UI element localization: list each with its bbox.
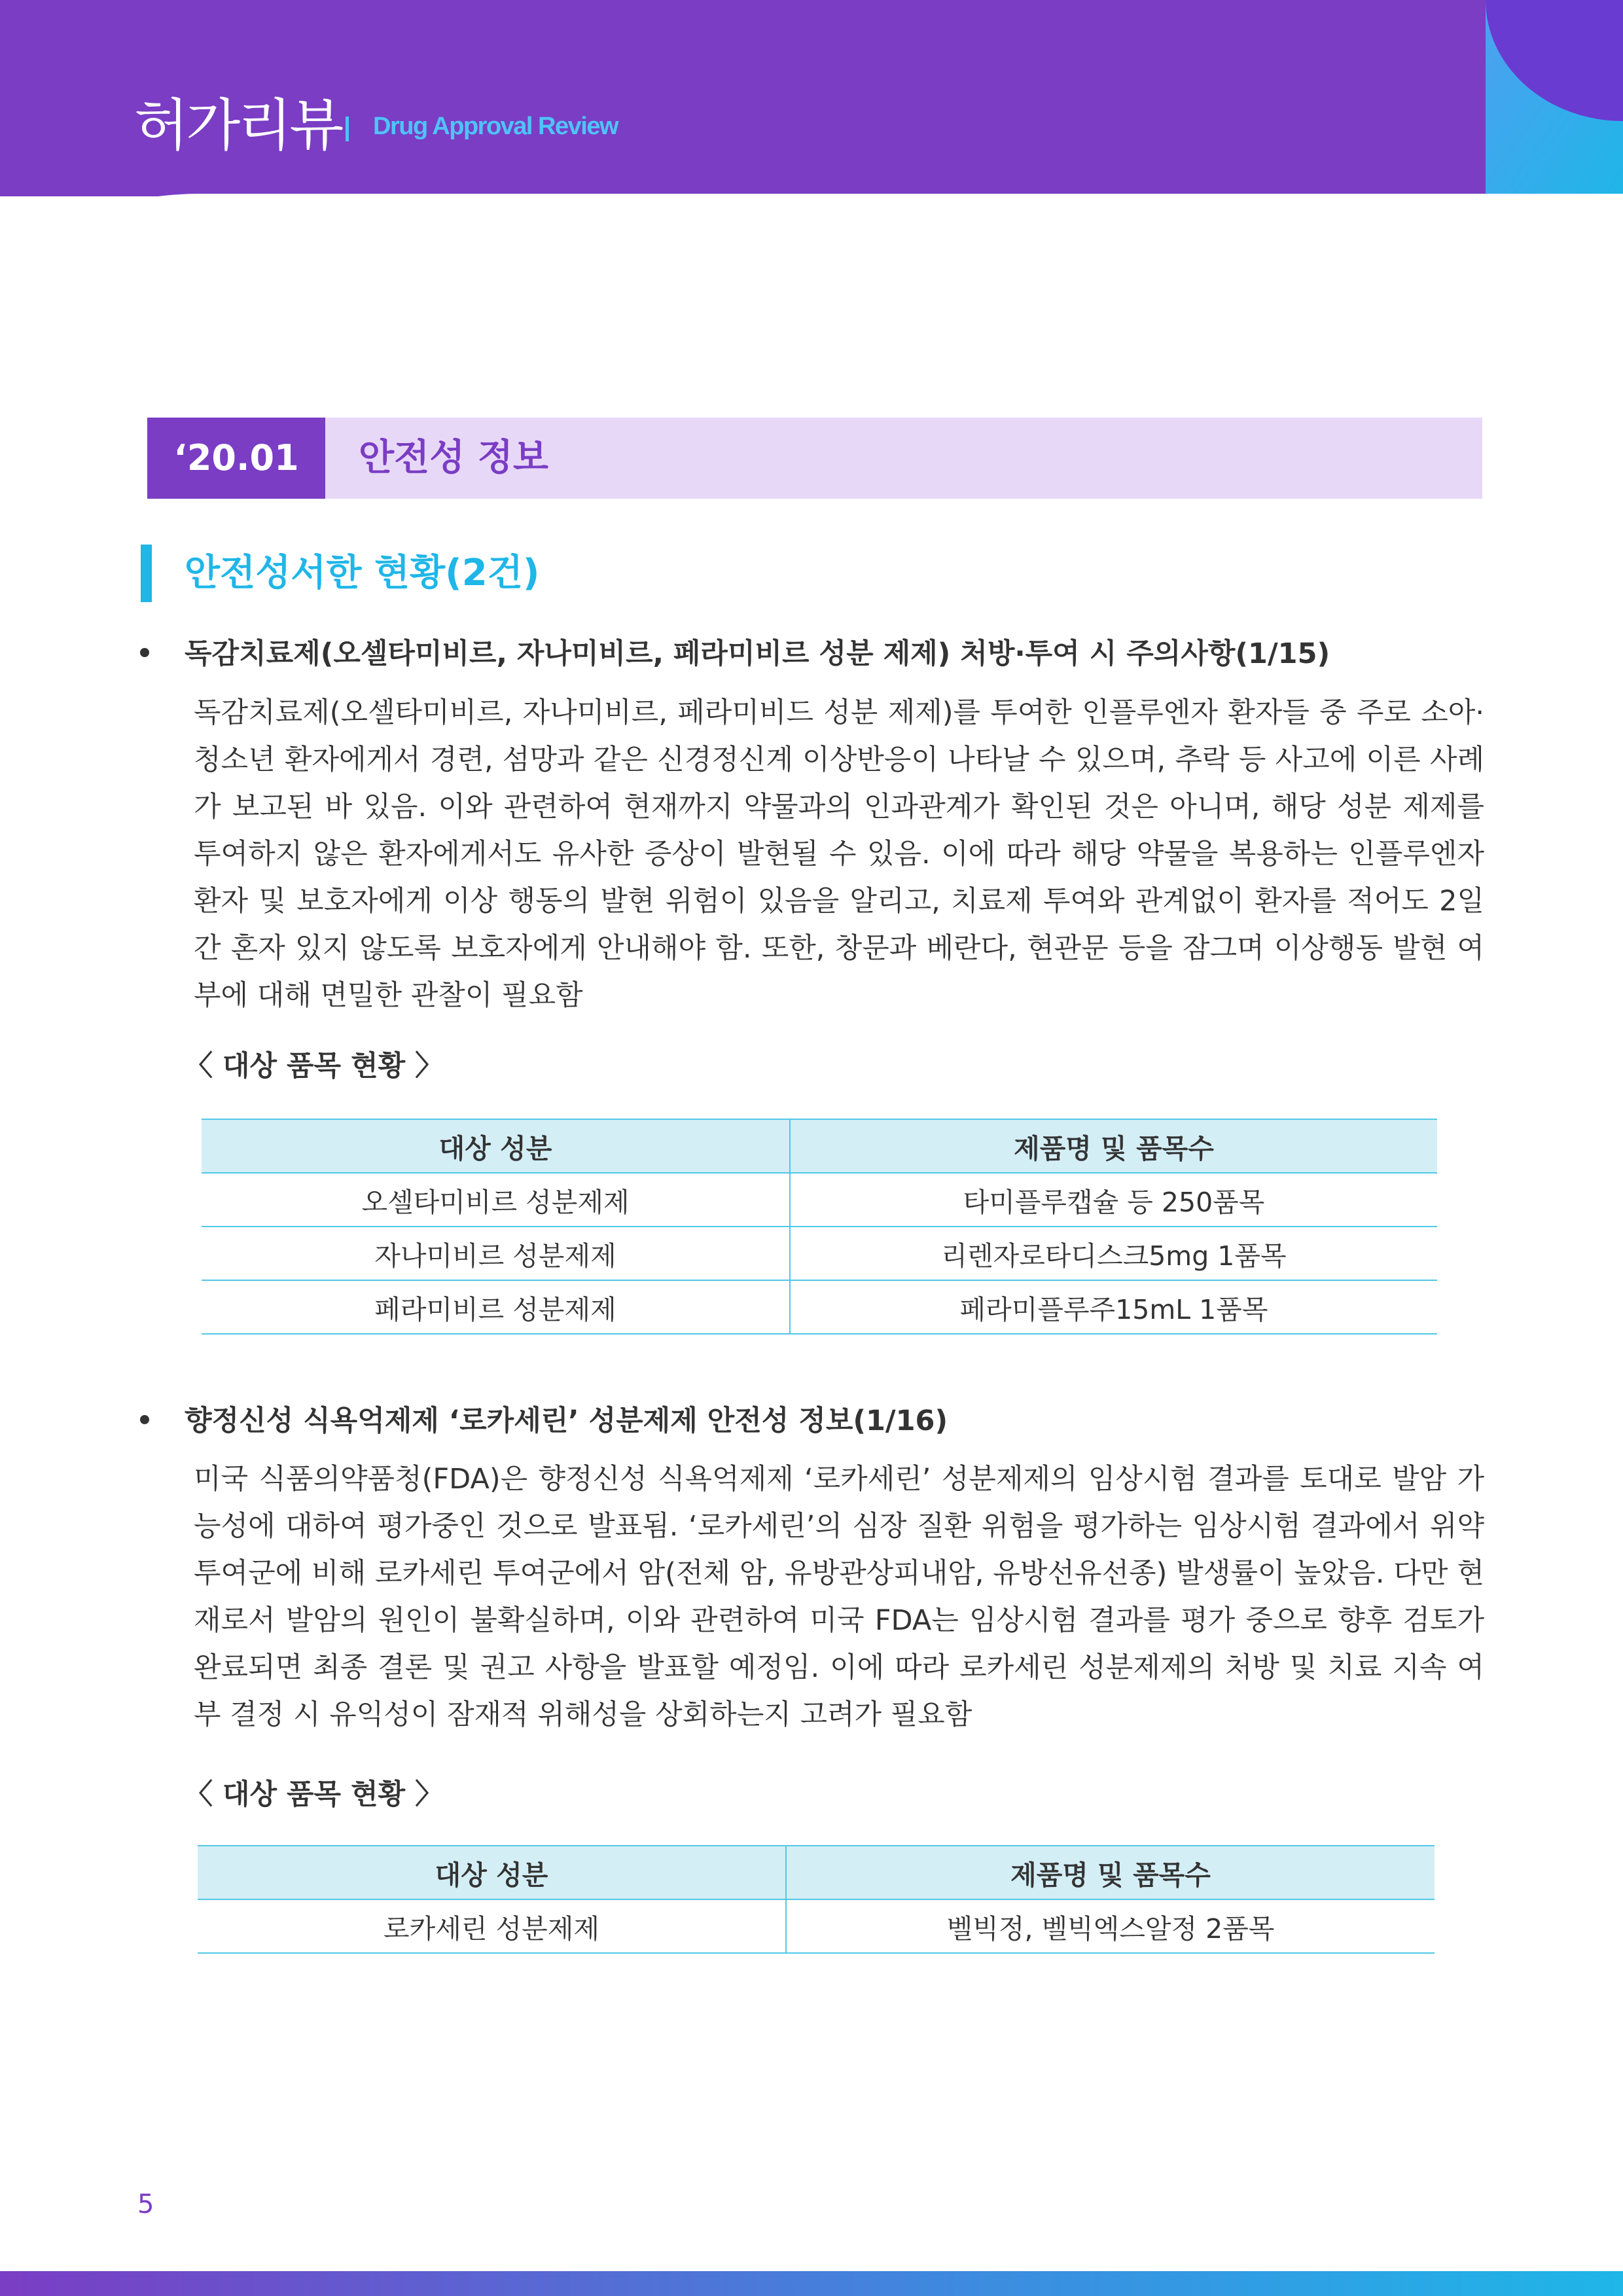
subheading: 안전성서한 현황(2건) (185, 552, 540, 594)
page-number: 5 (137, 2189, 154, 2219)
table-header-cell: 대상 성분 (198, 1846, 786, 1899)
item-2-title: 향정신성 식욕억제제 ‘로카세린’ 성분제제 안전성 정보(1/16) (185, 1405, 948, 1437)
subheading-bar (141, 545, 152, 602)
item-1-table-title: 〈 대상 품목 현황 〉 (185, 1050, 444, 1083)
bullet-dot (140, 1415, 149, 1424)
item-1-table (202, 1119, 1437, 1335)
section-title: 안전성 정보 (359, 437, 548, 479)
item-2-table-title: 〈 대상 품목 현황 〉 (185, 1778, 444, 1811)
header-background (0, 0, 1623, 367)
table-row (202, 1173, 1437, 1227)
table-row (198, 1899, 1435, 1953)
table-row (202, 1280, 1437, 1334)
item-1-title: 독감치료제(오셀타미비르, 자나미비르, 페라미비르 성분 제제) 처방·투여 시 주의사항(1/15) (185, 637, 1330, 670)
table-header-cell: 제품명 및 품목수 (786, 1846, 1435, 1899)
table-row (202, 1227, 1437, 1280)
item-1-body: 독감치료제(오셀타미비르, 자나미비르, 페라미비드 성분 제제)를 투여한 인플루엔자 환자들 중 주로 소아·청소년 환자에게서 경련, 섬망과 같은 신경정신계 이상반응이 나타날 수 있으며, 추락 등 사고에 이른 사례가 보고된 바 있음. 이와 관련하여 현재까지 약물과의 인과관계가 확인된 것은 아니며, 해당 성분 제제를 투여하지 않은 환자에게서도 유사한 증상이 발현될 수 있음. 이에 따라 해당 약물을 복용하는 인플루엔자 환자 및 보호자에게 이상 행동의 발현 위험이 있음을 알리고, 치료제 투여와 관계없이 환자를 적어도 2일간 혼자 있지 않도록 보호자에게 안내해야 함. 또한, 창문과 베란다, 현관문 등을 잠그며 이상행동 발현 여부에 대해 면밀한 관찰이 필요함 (194, 696, 1484, 1012)
table-cell: 오셀타미비르 성분제제 (202, 1173, 790, 1227)
header-separator (346, 117, 349, 141)
table-header-cell: 대상 성분 (202, 1119, 790, 1173)
table-cell: 리렌자로타디스크5mg 1품목 (790, 1227, 1437, 1280)
table-cell: 로카세린 성분제제 (198, 1899, 786, 1953)
page-header (0, 0, 1623, 367)
table-header-row (202, 1119, 1437, 1173)
item-2-table (198, 1845, 1435, 1954)
bullet-dot (140, 648, 149, 657)
table-header-row (198, 1846, 1435, 1899)
table-cell: 페라미비르 성분제제 (202, 1280, 790, 1334)
table-cell: 자나미비르 성분제제 (202, 1227, 790, 1280)
table-header-cell: 제품명 및 품목수 (790, 1119, 1437, 1173)
item-2-body: 미국 식품의약품청(FDA)은 향정신성 식욕억제제 ‘로카세린’ 성분제제의 임상시험 결과를 토대로 발암 가능성에 대하여 평가중인 것으로 발표됨. ‘로카세린’의 심장 질환 위험을 평가하는 임상시험 결과에서 위약 투여군에 비해 로카세린 투여군에서 암(전체 암, 유방관상피내암, 유방선유선종) 발생률이 높았음. 다만 현재로서 발암의 원인이 불확실하며, 이와 관련하여 미국 FDA는 임상시험 결과를 평가 중으로 향후 검토가 완료되면 최종 결론 및 권고 사항을 발표할 예정임. 이에 따라 로카세린 성분제제의 처방 및 치료 지속 여부 결정 시 유익성이 잠재적 위해성을 상회하는지 고려가 필요함 (194, 1463, 1484, 1731)
header-title: 허가리뷰 (134, 93, 342, 158)
footer-bar (0, 2271, 1623, 2296)
header-subtitle: Drug Approval Review (373, 113, 618, 140)
section-date: ‘20.01 (147, 418, 325, 499)
table-cell: 페라미플루주15mL 1품목 (790, 1280, 1437, 1334)
table-cell: 타미플루캡슐 등 250품목 (790, 1173, 1437, 1227)
table-cell: 벨빅정, 벨빅엑스알정 2품목 (786, 1899, 1435, 1953)
section-heading-box (147, 418, 1482, 499)
